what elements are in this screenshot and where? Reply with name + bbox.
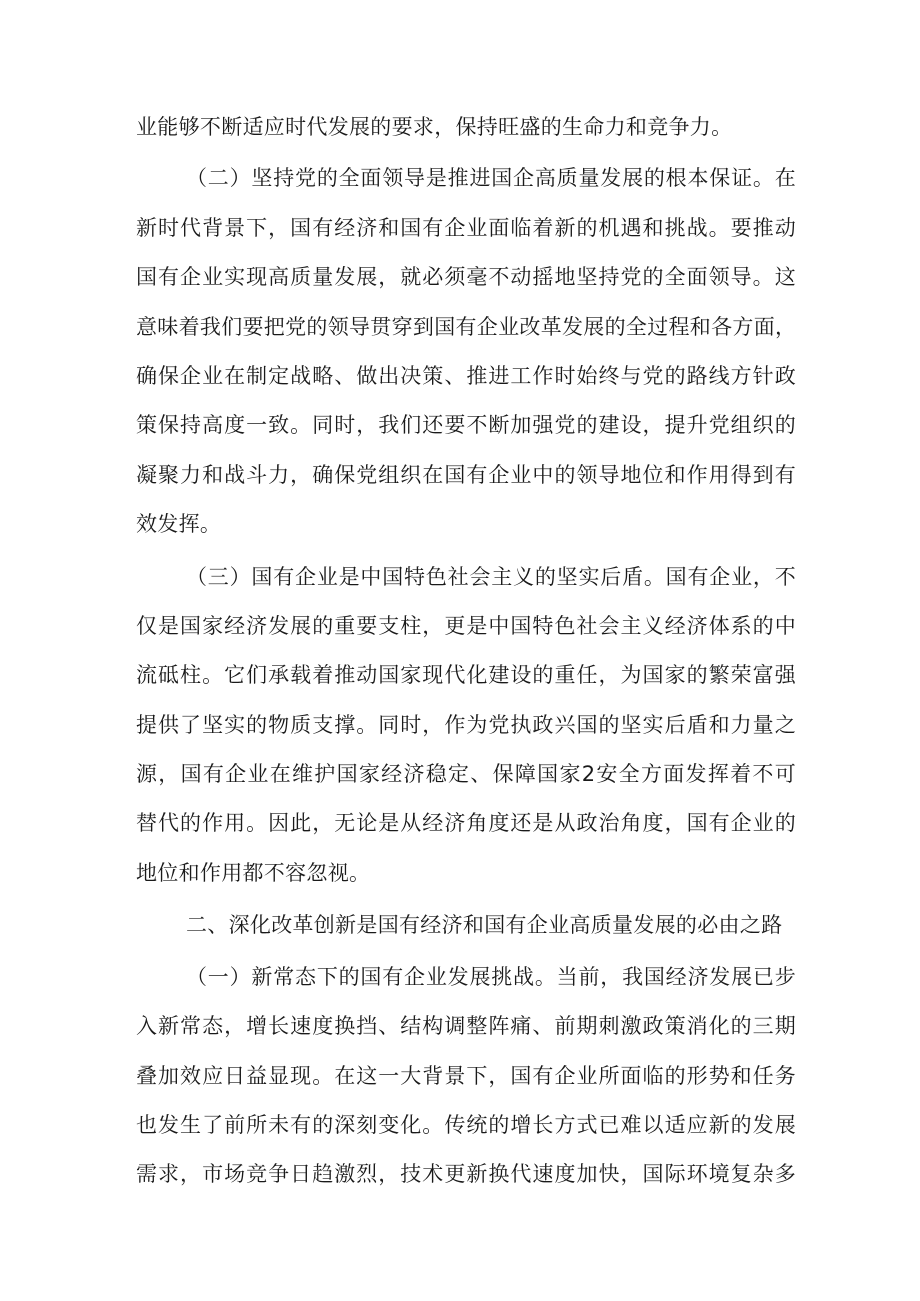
paragraph-line: 替代的作用。因此，无论是从经济角度还是从政治角度，国有企业的 [136, 811, 796, 835]
paragraph-line: 国有企业实现高质量发展，就必须毫不动摇地坚持党的全面领导。这 [136, 265, 796, 289]
paragraph-line: 意味着我们要把党的领导贯穿到国有企业改革发展的全过程和各方面， [136, 315, 797, 339]
paragraph-line: （二）坚持党的全面领导是推进国企高质量发展的根本保证。在 [186, 166, 796, 190]
paragraph-line: 地位和作用都不容忽视。 [136, 861, 371, 885]
paragraph-line: 凝聚力和战斗力，确保党组织在国有企业中的领导地位和作用得到有 [136, 463, 796, 487]
paragraph-line: 业能够不断适应时代发展的要求，保持旺盛的生命力和竞争力。 [136, 115, 733, 139]
paragraph-line: 需求，市场竞争日趋激烈，技术更新换代速度加快，国际环境复杂多 [136, 1162, 796, 1186]
paragraph-line: 确保企业在制定战略、做出决策、推进工作时始终与党的路线方针政 [136, 364, 796, 388]
paragraph-line: 效发挥。 [136, 512, 222, 536]
paragraph-line: （三）国有企业是中国特色社会主义的坚实后盾。国有企业，不 [186, 565, 796, 589]
paragraph-line: 策保持高度一致。同时，我们还要不断加强党的建设，提升党组织的 [136, 413, 796, 437]
paragraph-line: 仅是国家经济发展的重要支柱，更是中国特色社会主义经济体系的中 [136, 614, 796, 638]
section-heading: 二、深化改革创新是国有经济和国有企业高质量发展的必由之路 [186, 913, 783, 937]
paragraph-line: 入新常态，增长速度换挡、结构调整阵痛、前期刺激政策消化的三期 [136, 1014, 796, 1038]
paragraph-line: 流砥柱。它们承载着推动国家现代化建设的重任，为国家的繁荣富强 [136, 663, 796, 687]
paragraph-line: 叠加效应日益显现。在这一大背景下，国有企业所面临的形势和任务 [136, 1064, 796, 1088]
paragraph-line: 也发生了前所未有的深刻变化。传统的增长方式已难以适应新的发展 [136, 1113, 796, 1137]
paragraph-line: 源，国有企业在维护国家经济稳定、保障国家2安全方面发挥着不可 [136, 762, 796, 786]
paragraph-line: 提供了坚实的物质支撑。同时，作为党执政兴国的坚实后盾和力量之 [136, 713, 796, 737]
paragraph-line: （一）新常态下的国有企业发展挑战。当前，我国经济发展已步 [186, 965, 796, 989]
paragraph-line: 新时代背景下，国有经济和国有企业面临着新的机遇和挑战。要推动 [136, 216, 796, 240]
